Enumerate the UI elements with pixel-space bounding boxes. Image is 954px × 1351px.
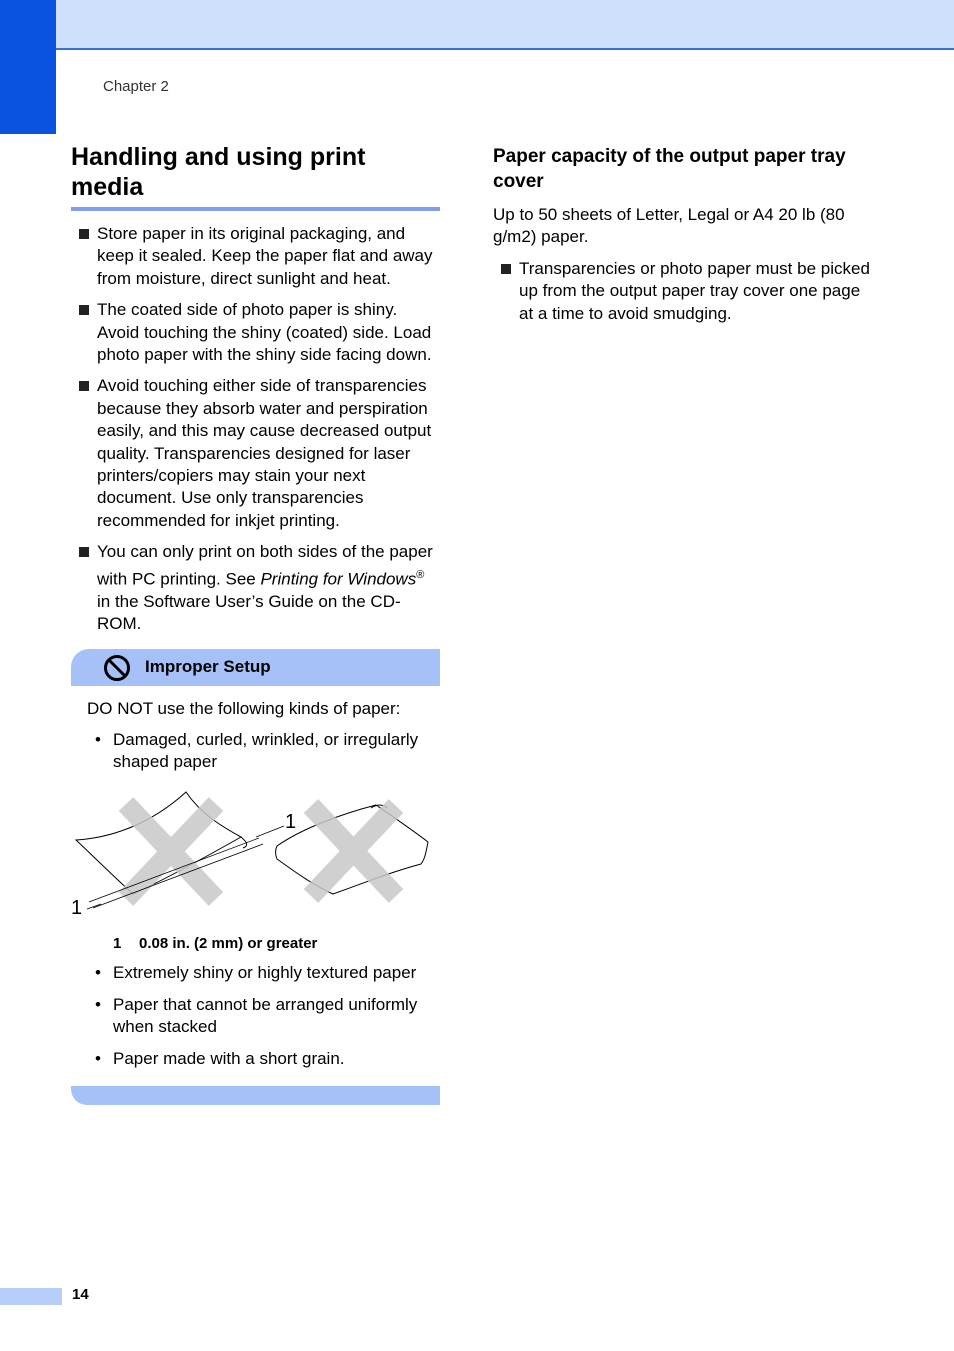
capacity-paragraph: Up to 50 sheets of Letter, Legal or A4 20 lb (80 g/m2) paper. [493, 205, 845, 247]
list-item: • Paper that cannot be arranged uniformly when stacked [87, 994, 440, 1039]
warning-list [87, 962, 440, 1070]
right-column [493, 144, 873, 334]
warning-title: Improper Setup [145, 656, 271, 676]
registered-mark: ® [416, 568, 425, 581]
dimension-label: 1 [285, 811, 297, 834]
list-item: • Extremely shiny or highly textured paper [87, 962, 440, 984]
list-item: Avoid touching either side of transparencies because they absorb water and perspiration easily, and this may cause decreased output quality. Transparencies designed for laser printers/copiers may stain your next document. Use only transparencies recommended for inkjet printing. [71, 375, 440, 532]
subsection-title: Paper capacity of the output paper tray cover [493, 146, 846, 192]
list-item: Transparencies or photo paper must be picked up from the output paper tray cover one page at a time to avoid smudging. [493, 258, 873, 325]
dimension-label: 1 [71, 897, 83, 920]
list-item: • Damaged, curled, wrinkled, or irregularly shaped paper [87, 729, 440, 774]
warning-list [87, 729, 440, 774]
curled-paper-illustration [71, 784, 440, 929]
header-band [0, 0, 954, 50]
caption-number: 1 [113, 935, 122, 953]
warning-body [71, 686, 440, 1070]
list-item: • Paper made with a short grain. [87, 1048, 440, 1070]
section-title: Handling and using print media [71, 143, 366, 201]
chapter-tab [0, 0, 56, 134]
curled-paper-figure [71, 784, 440, 929]
page-number: 14 [72, 1286, 89, 1303]
warning-intro: DO NOT use the following kinds of paper: [87, 698, 401, 718]
guide-reference-link[interactable]: Printing for Windows [260, 569, 417, 589]
title-rule [71, 207, 440, 211]
output-tray-list [493, 258, 873, 325]
list-item-text: in the Software User’s Guide on the CD-ROM. [97, 591, 401, 634]
figure-caption [87, 935, 440, 952]
caption-text: 0.08 in. (2 mm) or greater [139, 935, 318, 953]
list-item: Store paper in its original packaging, and keep it sealed. Keep the paper flat and away from moisture, direct sunlight and heat. [71, 223, 440, 290]
warning-header [71, 649, 440, 686]
warning-footer [71, 1086, 440, 1105]
chapter-label: Chapter 2 [103, 78, 169, 95]
list-item [71, 541, 440, 635]
footer-bar [0, 1288, 62, 1305]
list-item: The coated side of photo paper is shiny. Avoid touching the shiny (coated) side. Load photo paper with the shiny side facing down. [71, 299, 440, 366]
list-item-text: You can only print on both sides of the paper with PC printing. See [97, 542, 433, 589]
prohibited-icon [103, 654, 131, 682]
handling-list [71, 223, 440, 636]
left-column [71, 142, 440, 1105]
